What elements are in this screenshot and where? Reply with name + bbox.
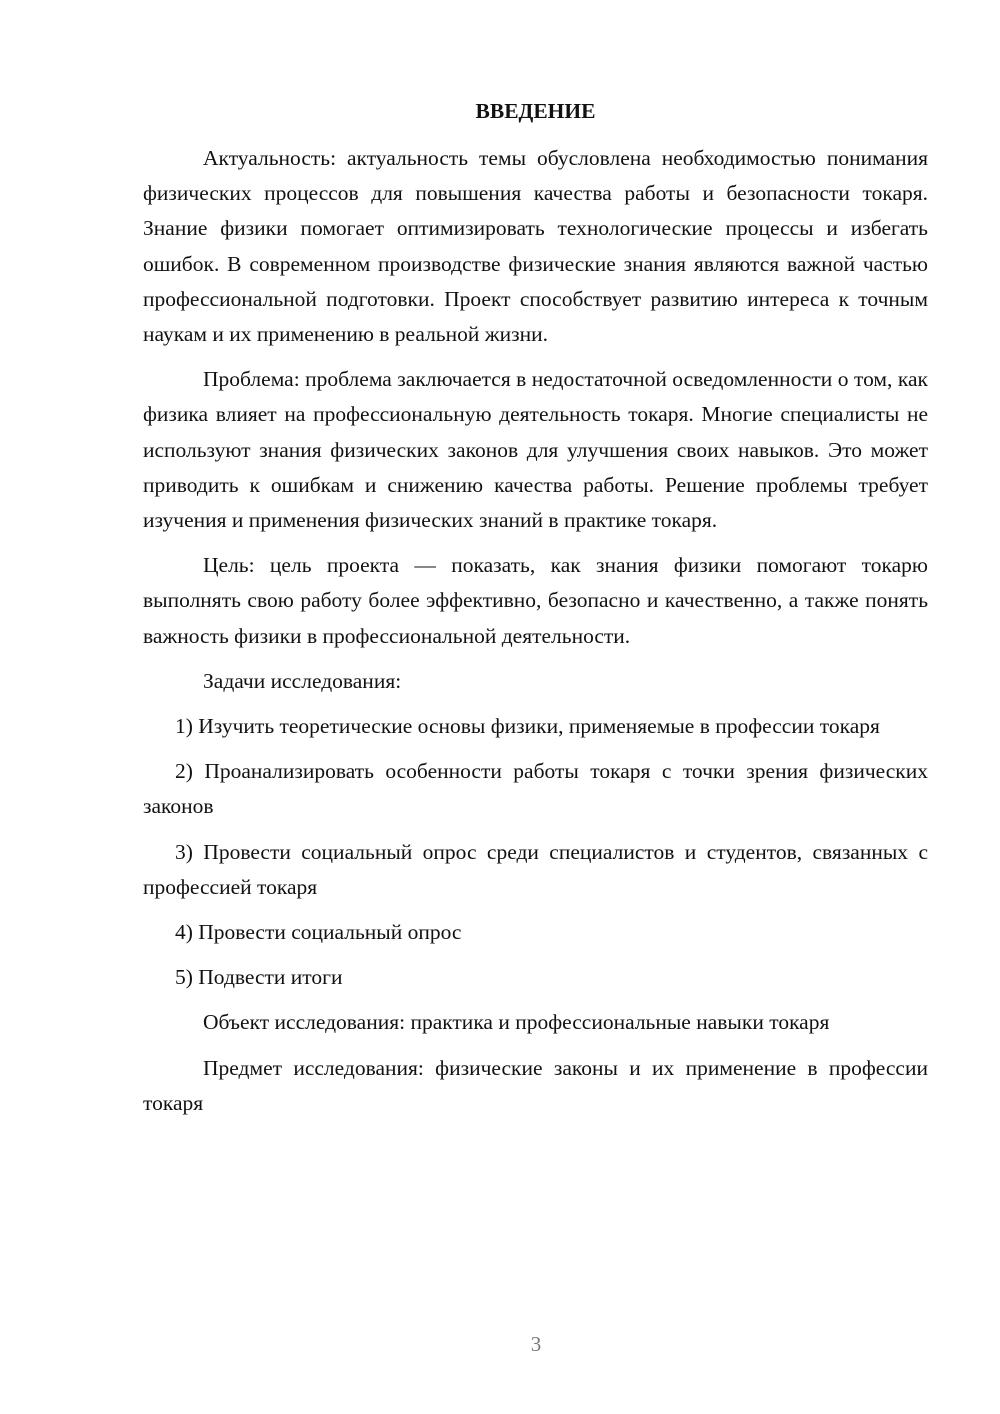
tasks-heading: Задачи исследования: [203, 668, 402, 693]
research-object: Объект исследования: практика и профессиональные навыки токаря [203, 1010, 830, 1035]
paragraph-goal: Цель: цель проекта — показать, как знания физики помогают токарю выполнять свою работу более эффективно, безопасно и качественно, а также понять важность физики в профессиональной деятельности. [143, 553, 928, 648]
task-item-2: 2) Проанализировать особенности работы токаря с точки зрения физических законов [143, 759, 928, 819]
paragraph-problem: Проблема: проблема заключается в недостаточной осведомленности о том, как физика влияет на профессиональную деятельность токаря. Многие специалисты не используют знания физических законов для улучшения своих навыков. Это может приводить к ошибкам и снижению качества работы. Решение проблемы требует изучения и применения физических знаний в практике токаря. [143, 367, 928, 533]
page-number: 3 [530, 1332, 542, 1356]
task-item-1: 1) Изучить теоретические основы физики, применяемые в профессии токаря [175, 714, 880, 739]
task-item-3: 3) Провести социальный опрос среди специалистов и студентов, связанных с профессией токаря [143, 839, 928, 899]
paragraph-relevance: Актуальность: актуальность темы обусловлена необходимостью понимания физических процессов для повышения качества работы и безопасности токаря. Знание физики помогает оптимизировать технологические процессы и избегать ошибок. В современном производстве физические знания являются важной частью профессиональной подготовки. Проект способствует развитию интереса к точным наукам и их применению в реальной жизни. [143, 146, 928, 347]
task-item-5: 5) Подвести итоги [175, 965, 343, 990]
task-item-4: 4) Провести социальный опрос [175, 920, 462, 945]
research-subject: Предмет исследования: физические законы и их применение в профессии токаря [143, 1055, 928, 1115]
page-content [143, 93, 928, 1131]
section-title: ВВЕДЕНИЕ [475, 99, 596, 123]
